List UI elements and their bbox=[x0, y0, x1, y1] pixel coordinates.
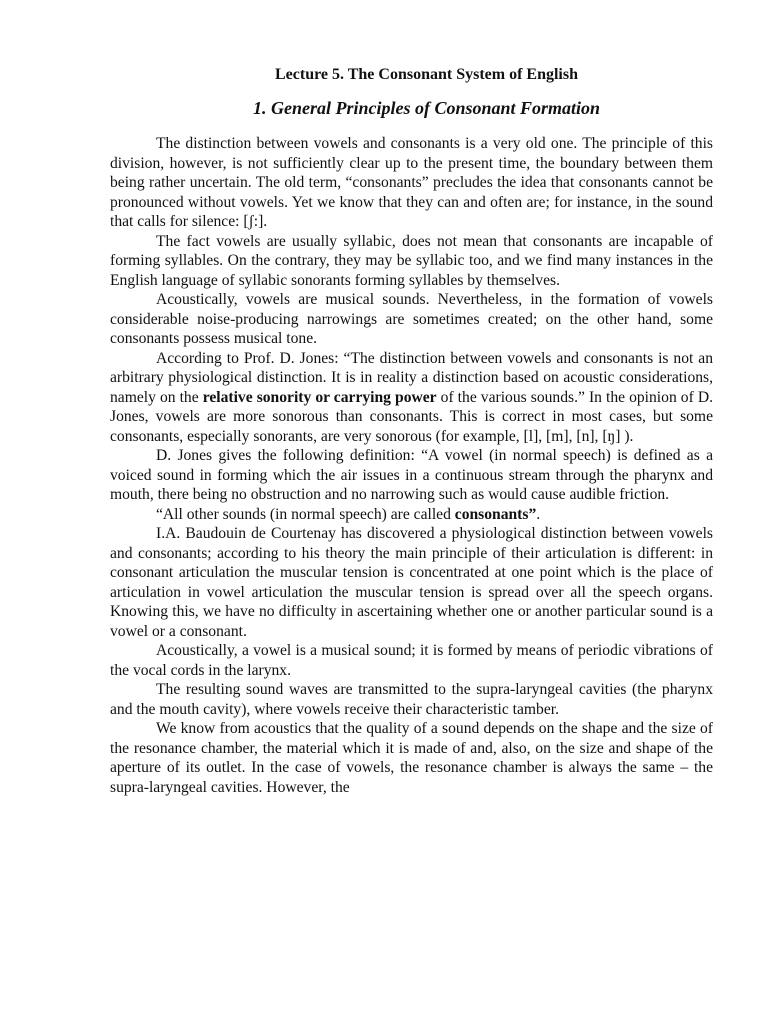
paragraph: The fact vowels are usually syllabic, does not mean that consonants are incapable of forming syllables. On the contrary, they may be syllabic too, and we find many instances in the English language of syllabic sonorants forming syllables by themselves. bbox=[110, 232, 713, 289]
paragraph-text: According to Prof. D. Jones: “The distinction between vowels and consonants is not an arbitrary physiological distinction. It is in reality a distinction based on acoustic considerations, namely on the bbox=[110, 349, 713, 406]
paragraph: I.A. Baudouin de Courtenay has discovered a physiological distinction between vowels and consonants; according to his theory the main principle of their articulation is different: in consonant articulation the muscular tension is concentrated at one point which is the place of articulation in vowel articulation the muscular tension is spread over all the speech organs. Knowing this, we have no difficulty in ascertaining whether one or another particular sound is a vowel or a consonant. bbox=[110, 525, 713, 640]
bold-term: relative sonority or carrying power bbox=[202, 388, 437, 406]
section-heading: 1. General Principles of Consonant Formation bbox=[252, 98, 601, 118]
paragraph: D. Jones gives the following definition: “A vowel (in normal speech) is defined as a voiced sound in forming which the air issues in a continuous stream through the pharynx and mouth, there being no obstruction and no narrowing such as would cause audible friction. bbox=[110, 447, 713, 503]
paragraph: Acoustically, vowels are musical sounds. Nevertheless, in the formation of vowels considerable noise-producing narrowings are sometimes created; on the other hand, some consonants possess musical tone. bbox=[110, 291, 713, 347]
paragraph: The resulting sound waves are transmitted to the supra-laryngeal cavities (the pharynx and the mouth cavity), where vowels receive their characteristic tamber. bbox=[110, 681, 713, 718]
bold-term: consonants” bbox=[454, 505, 537, 523]
paragraph: We know from acoustics that the quality of a sound depends on the shape and the size of the resonance chamber, the material which it is made of and, also, on the size and shape of the aperture of its outlet. In the case of vowels, the resonance chamber is always the same – the supra-laryngeal cavities. However, the bbox=[110, 720, 713, 796]
paragraph: Acoustically, a vowel is a musical sound; it is formed by means of periodic vibrations of the vocal cords in the larynx. bbox=[110, 642, 713, 679]
paragraph bbox=[110, 505, 713, 525]
paragraph bbox=[110, 349, 713, 447]
paragraph-text: “All other sounds (in normal speech) are called bbox=[156, 505, 455, 523]
paragraph-text: . bbox=[536, 505, 541, 523]
document-page bbox=[110, 64, 713, 797]
paragraph: The distinction between vowels and consonants is a very old one. The principle of this division, however, is not sufficiently clear up to the present time, the boundary between them being rather uncertain. The old term, “consonants” precludes the idea that consonants cannot be pronounced without vowels. Yet we know that they can and often are; for instance, in the sound that calls for silence: [ʃ:]. bbox=[110, 135, 713, 230]
lecture-title: Lecture 5. The Consonant System of English bbox=[275, 66, 578, 83]
paragraph-text: of the various sounds.” In the opinion of D. Jones, vowels are more sonorous than consonants. This is correct in most cases, but some consonants, especially sonorants, are very sonorous (for example, [l], [m], [n], [ŋ] ). bbox=[110, 388, 713, 445]
